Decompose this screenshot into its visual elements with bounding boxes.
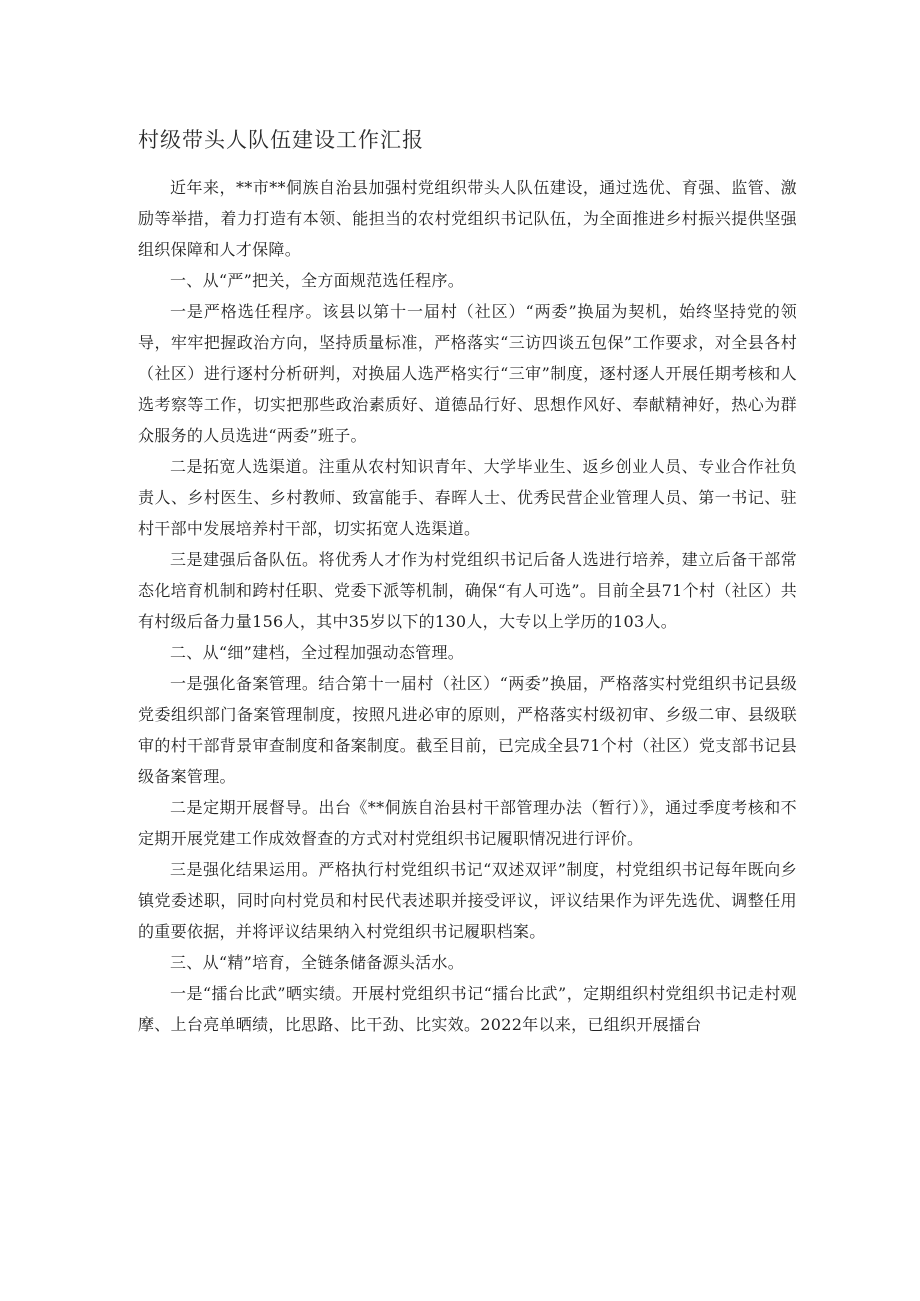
paragraph-2-3: 三是强化结果运用。严格执行村党组织书记“双述双评”制度，村党组织书记每年既向乡镇党委述职，同时向村党员和村民代表述职并接受评议，评议结果作为评先选优、调整任用的重要依据，并将评议结果纳入村党组织书记履职档案。 xyxy=(138,860,797,941)
paragraph-3-1: 一是“擂台比武”晒实绩。开展村党组织书记“擂台比武”，定期组织村党组织书记走村观摩、上台亮单晒绩，比思路、比干劲、比实效。2022年以来，已组织开展擂台 xyxy=(138,984,797,1034)
paragraph-1-2: 二是拓宽人选渠道。注重从农村知识青年、大学毕业生、返乡创业人员、专业合作社负责人、乡村医生、乡村教师、致富能手、春晖人士、优秀民营企业管理人员、第一书记、驻村干部中发展培养村干部，切实拓宽人选渠道。 xyxy=(138,457,797,538)
section-heading-1: 一、从“严”把关，全方面规范选任程序。 xyxy=(170,271,465,290)
paragraph-1-1: 一是严格选任程序。该县以第十一届村（社区）“两委”换届为契机，始终坚持党的领导，牢牢把握政治方向，坚持质量标准，严格落实“三访四谈五包保”工作要求，对全县各村（社区）进行逐村分析研判，对换届人选严格实行“三审”制度，逐村逐人开展任期考核和人选考察等工作，切实把那些政治素质好、道德品行好、思想作风好、奉献精神好，热心为群众服务的人员选进“两委”班子。 xyxy=(138,302,797,445)
paragraph-intro: 近年来，**市**侗族自治县加强村党组织带头人队伍建设，通过选优、育强、监管、激励等举措，着力打造有本领、能担当的农村党组织书记队伍，为全面推进乡村振兴提供坚强组织保障和人才保障。 xyxy=(138,178,797,259)
paragraph-2-1: 一是强化备案管理。结合第十一届村（社区）“两委”换届，严格落实村党组织书记县级党委组织部门备案管理制度，按照凡进必审的原则，严格落实村级初审、乡级二审、县级联审的村干部背景审查制度和备案制度。截至目前，已完成全县71个村（社区）党支部书记县级备案管理。 xyxy=(138,674,797,786)
section-heading-3: 三、从“精”培育，全链条储备源头活水。 xyxy=(170,953,465,972)
section-heading-2: 二、从“细”建档，全过程加强动态管理。 xyxy=(170,643,465,662)
document-title: 村级带头人队伍建设工作汇报 xyxy=(138,128,424,152)
document-body xyxy=(138,172,797,1040)
paragraph-1-3: 三是建强后备队伍。将优秀人才作为村党组织书记后备人选进行培养，建立后备干部常态化培育机制和跨村任职、党委下派等机制，确保“有人可选”。目前全县71个村（社区）共有村级后备力量156人，其中35岁以下的130人，大专以上学历的103人。 xyxy=(138,550,797,631)
paragraph-2-2: 二是定期开展督导。出台《**侗族自治县村干部管理办法（暂行）》，通过季度考核和不定期开展党建工作成效督查的方式对村党组织书记履职情况进行评价。 xyxy=(138,798,797,848)
